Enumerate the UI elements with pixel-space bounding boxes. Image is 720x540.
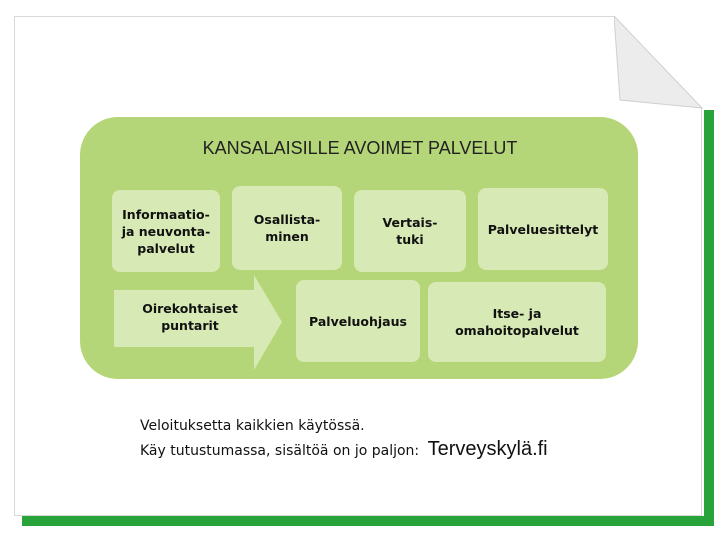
panel-title: KANSALAISILLE AVOIMET PALVELUT — [202, 138, 518, 158]
box-itsehoito: Itse- ja omahoitopalvelut — [428, 282, 606, 362]
page-shadow-bottom — [22, 516, 714, 526]
footer-line-2-text: Käy tutustumassa, sisältöä on jo paljon: — [140, 443, 420, 459]
box-palveluohjaus: Palveluohjaus — [296, 280, 420, 362]
box-informaatio: Informaatio- ja neuvonta- palvelut — [112, 190, 220, 272]
box-vertaistuki: Vertais- tuki — [354, 190, 466, 272]
box-palveluesittelyt: Palveluesittelyt — [478, 188, 608, 270]
page-shadow-right — [704, 110, 714, 526]
brand-link[interactable]: Terveyskylä.fi — [427, 438, 548, 460]
footer-line-2 — [140, 438, 548, 461]
box-osallistaminen: Osallista- minen — [232, 186, 342, 270]
arrow-label: Oirekohtaiset puntarit — [142, 301, 238, 333]
footer-line-1: Veloituksetta kaikkien käytössä. — [140, 418, 365, 434]
page-curl-icon — [614, 16, 704, 110]
